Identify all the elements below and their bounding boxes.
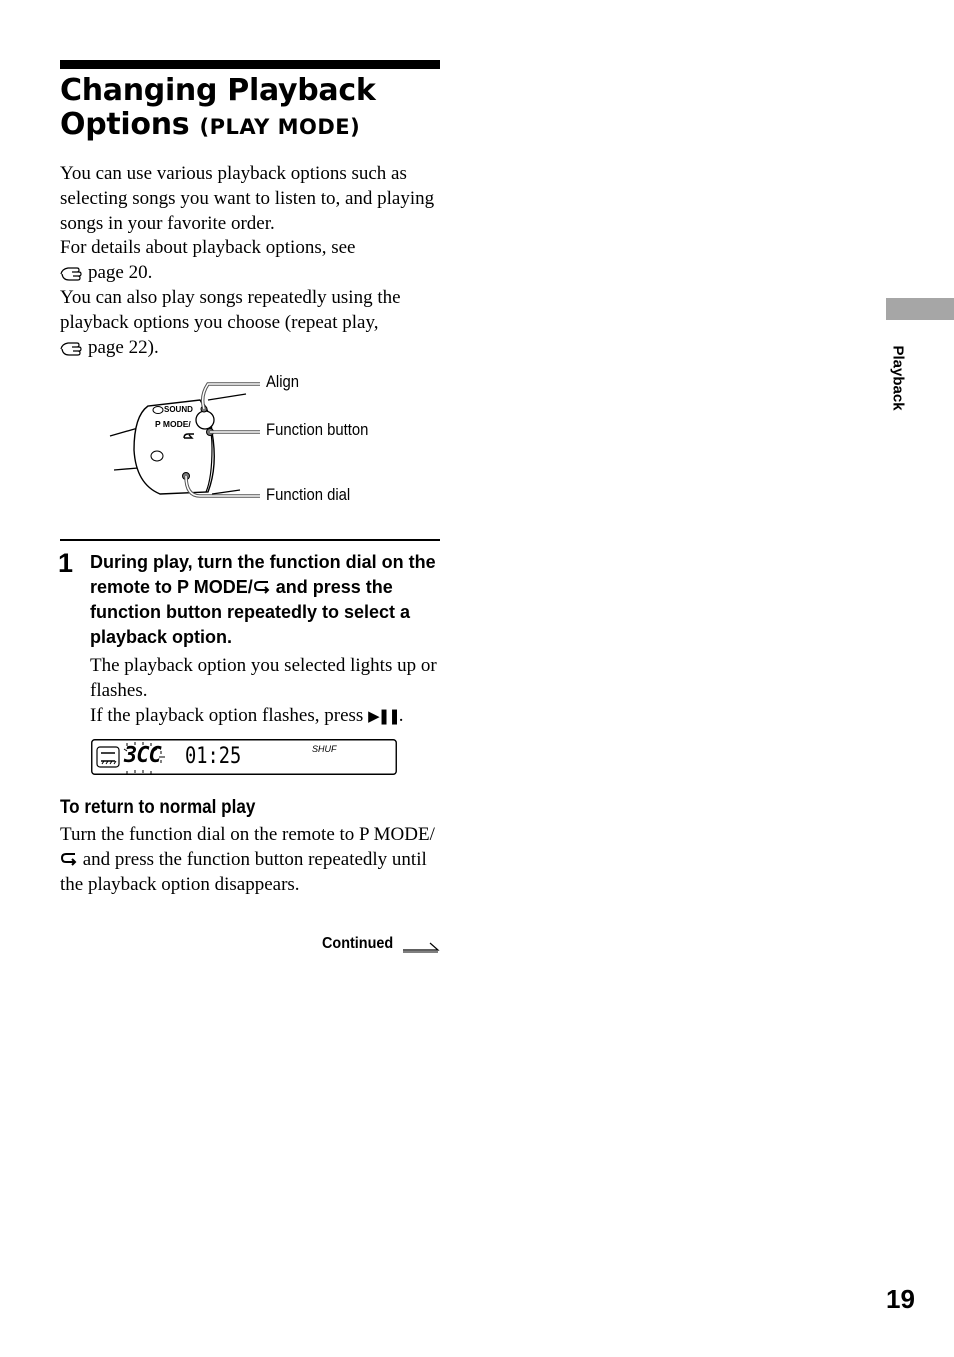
section-label: Playback [889, 345, 907, 411]
title-main: Changing Playback Options [60, 73, 376, 142]
page-ref-20[interactable]: page 20. [88, 262, 153, 284]
remote-diagram [100, 366, 450, 516]
intro-section [60, 162, 445, 360]
reference-icon [60, 265, 82, 281]
intro-paragraph-3: You can also play songs repeatedly using the playback options you choose (repeat play, page 22). [60, 286, 401, 358]
continued-arrow-icon [402, 941, 440, 953]
callout-function-dial: Function dial [266, 486, 351, 504]
lcd-segment-digits: 3CC [124, 743, 161, 768]
remote-label-sound: SOUND [164, 405, 193, 414]
callout-align: Align [266, 373, 300, 391]
return-instructions: Turn the function dial on the remote to P MODE/ and press the function button repeatedly until the playback option disappears. [60, 824, 435, 895]
lcd-mode-indicator: SHUF [312, 744, 337, 754]
battery-icon [97, 747, 119, 767]
callout-function-button: Function button [266, 421, 369, 439]
play-pause-icon: ▶❚❚ [368, 706, 399, 725]
page-number: 19 [886, 1284, 915, 1314]
step-description [90, 654, 450, 728]
return-heading: To return to normal play [60, 797, 256, 818]
title-rule [60, 60, 440, 69]
section-tab [886, 298, 954, 320]
title-sub: (PLAY MODE) [199, 115, 361, 139]
step-flash-note: If the playback option flashes, press ▶❚❚. [90, 704, 404, 726]
step-result-text: The playback option you selected lights up or flashes. [90, 655, 437, 701]
continued-label: Continued [322, 935, 394, 952]
section-divider [60, 539, 440, 541]
step-instruction: During play, turn the function dial on the remote to P MODE/ and press the function button repeatedly to select a playback option. [90, 552, 436, 647]
repeat-arrow-icon [253, 580, 271, 594]
intro-paragraph-2: For details about playback options, see page 20. [60, 237, 356, 284]
remote-label-pmode: P MODE/ [155, 419, 191, 429]
step-number: 1 [58, 548, 74, 578]
reference-icon [60, 340, 82, 356]
lcd-time: 01:25 [185, 744, 242, 769]
page-ref-22[interactable]: page 22). [88, 336, 159, 358]
page-title [60, 74, 460, 144]
intro-paragraph-1: You can use various playback options such as selecting songs you want to listen to, and playing songs in your favorite order. [60, 163, 435, 234]
repeat-arrow-icon [60, 852, 78, 866]
lcd-display [91, 739, 397, 775]
